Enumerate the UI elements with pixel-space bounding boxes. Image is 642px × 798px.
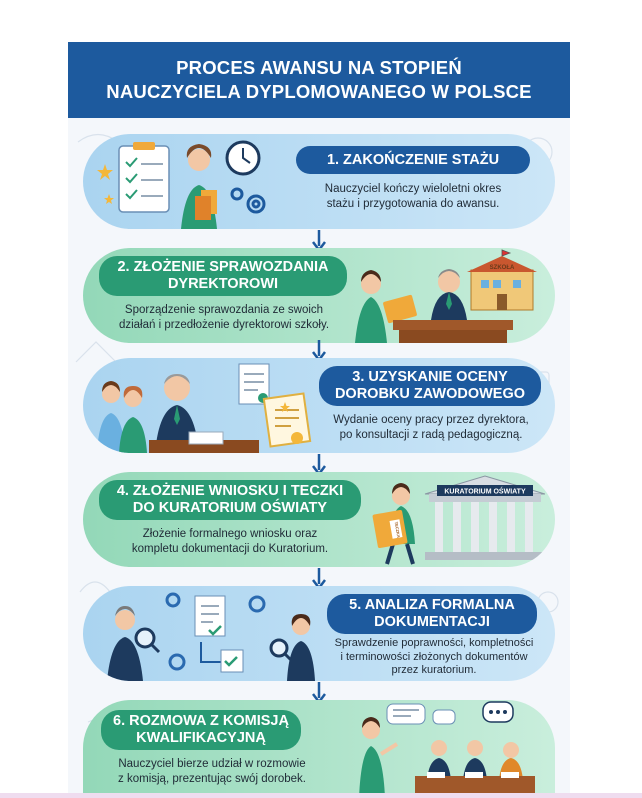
title-line-2: NAUCZYCIELA DYPLOMOWANEGO W POLSCE [106,81,532,102]
step-2-title-line-2: DYREKTOROWI [167,276,279,292]
speech-bubble-icon [433,710,455,724]
step-3-title-line-1: 3. UZYSKANIE OCENY [352,369,508,385]
step-4-desc-line-2: kompletu dokumentacji do Kuratorium. [131,543,329,555]
step-1-title-line-1: 1. ZAKOŃCZENIE STAŻU [326,151,500,168]
step-5-desc-line-1: Sprawdzenie poprawności, kompletności [334,637,534,649]
step-4-title-line-1: 4. ZŁOŻENIE WNIOSKU I TECZKI [116,483,344,499]
title-band [68,42,570,118]
step-2-band [83,248,555,343]
step-3-desc-line-1: Wydanie oceny pracy przez dyrektora, [333,414,529,426]
step-1-illustration [91,134,291,229]
step-2-illustration [353,248,553,343]
certificate-icon [264,393,310,446]
magnifier-icon [136,629,159,652]
step-5-title-line-1: 5. ANALIZA FORMALNA [349,597,515,613]
star-icon [104,194,114,204]
speech-bubble-icon [483,702,513,722]
step-6-band [83,700,555,798]
step-4-desc-line-1: Złożenie formalnego wniosku oraz [142,528,318,540]
step-5-description [319,637,549,678]
step-5-illustration [91,586,321,681]
bottom-edge-bar [0,793,642,798]
step-5-title-line-2: DOKUMENTACJI [374,614,490,630]
step-3-desc-line-2: po konsultacji z radą pedagogiczną. [339,429,523,441]
step-4-title [99,480,361,520]
step-4-title-line-2: DO KURATORIUM OŚWIATY [132,500,328,516]
step-5-desc-line-3: przez kuratorium. [391,664,477,676]
step-6-illustration [335,700,555,798]
magnifier-icon [271,640,291,660]
step-1-band [83,134,555,229]
step-2-description [99,303,349,333]
kuratorium-sign: KURATORIUM OŚWIATY [444,488,526,496]
step-4-band [83,472,555,567]
school-building-icon [467,250,537,310]
step-1-desc-line-1: Nauczyciel kończy wieloletni okres [324,183,502,195]
step-2-title-line-1: 2. ZŁOŻENIE SPRAWOZDANIA [117,259,329,275]
step-2-desc-line-2: działań i przedłożenie dyrektorowi szkoły. [118,319,330,331]
step-6-title [101,710,301,750]
step-6-desc-line-1: Nauczyciel bierze udział w rozmowie [118,758,306,770]
title-line-1: PROCES AWANSU NA STOPIEŃ [176,57,462,78]
step-4-description [99,527,361,557]
step-1-title [296,146,530,174]
step-1-desc-line-2: stażu i przygotowania do awansu. [326,198,500,210]
step-5-title [327,594,537,634]
step-6-desc-line-2: z komisją, prezentując swój dorobek. [118,773,306,785]
step-5-desc-line-2: i terminowości złożonych dokumentów [340,650,528,663]
step-3-title-line-2: DOROBKU ZAWODOWEGO [334,386,526,402]
step-2-desc-line-1: Sporządzenie sprawozdania ze swoich [124,304,324,316]
step-1-description [296,182,530,212]
document-icon [195,596,225,636]
step-4-illustration [365,472,545,567]
step-6-title-line-2: KWALIFIKACYJNĄ [136,730,266,746]
step-2-title [99,256,347,296]
step-5-band [83,586,555,681]
star-icon [97,164,113,180]
step-3-illustration [89,358,319,453]
step-3-band [83,358,555,453]
gear-icon [232,189,264,212]
step-6-description [97,757,327,787]
school-sign: SZKOŁA [489,265,515,271]
checklist-icon [119,142,169,212]
step-6-title-line-1: 6. ROZMOWA Z KOMISJĄ [113,713,289,729]
step-3-title [319,366,541,406]
folder-label: TECZKA [393,521,402,539]
clock-icon [227,142,259,174]
infographic-poster [68,42,570,798]
step-3-description [315,413,547,443]
speech-bubble-icon [387,704,425,724]
